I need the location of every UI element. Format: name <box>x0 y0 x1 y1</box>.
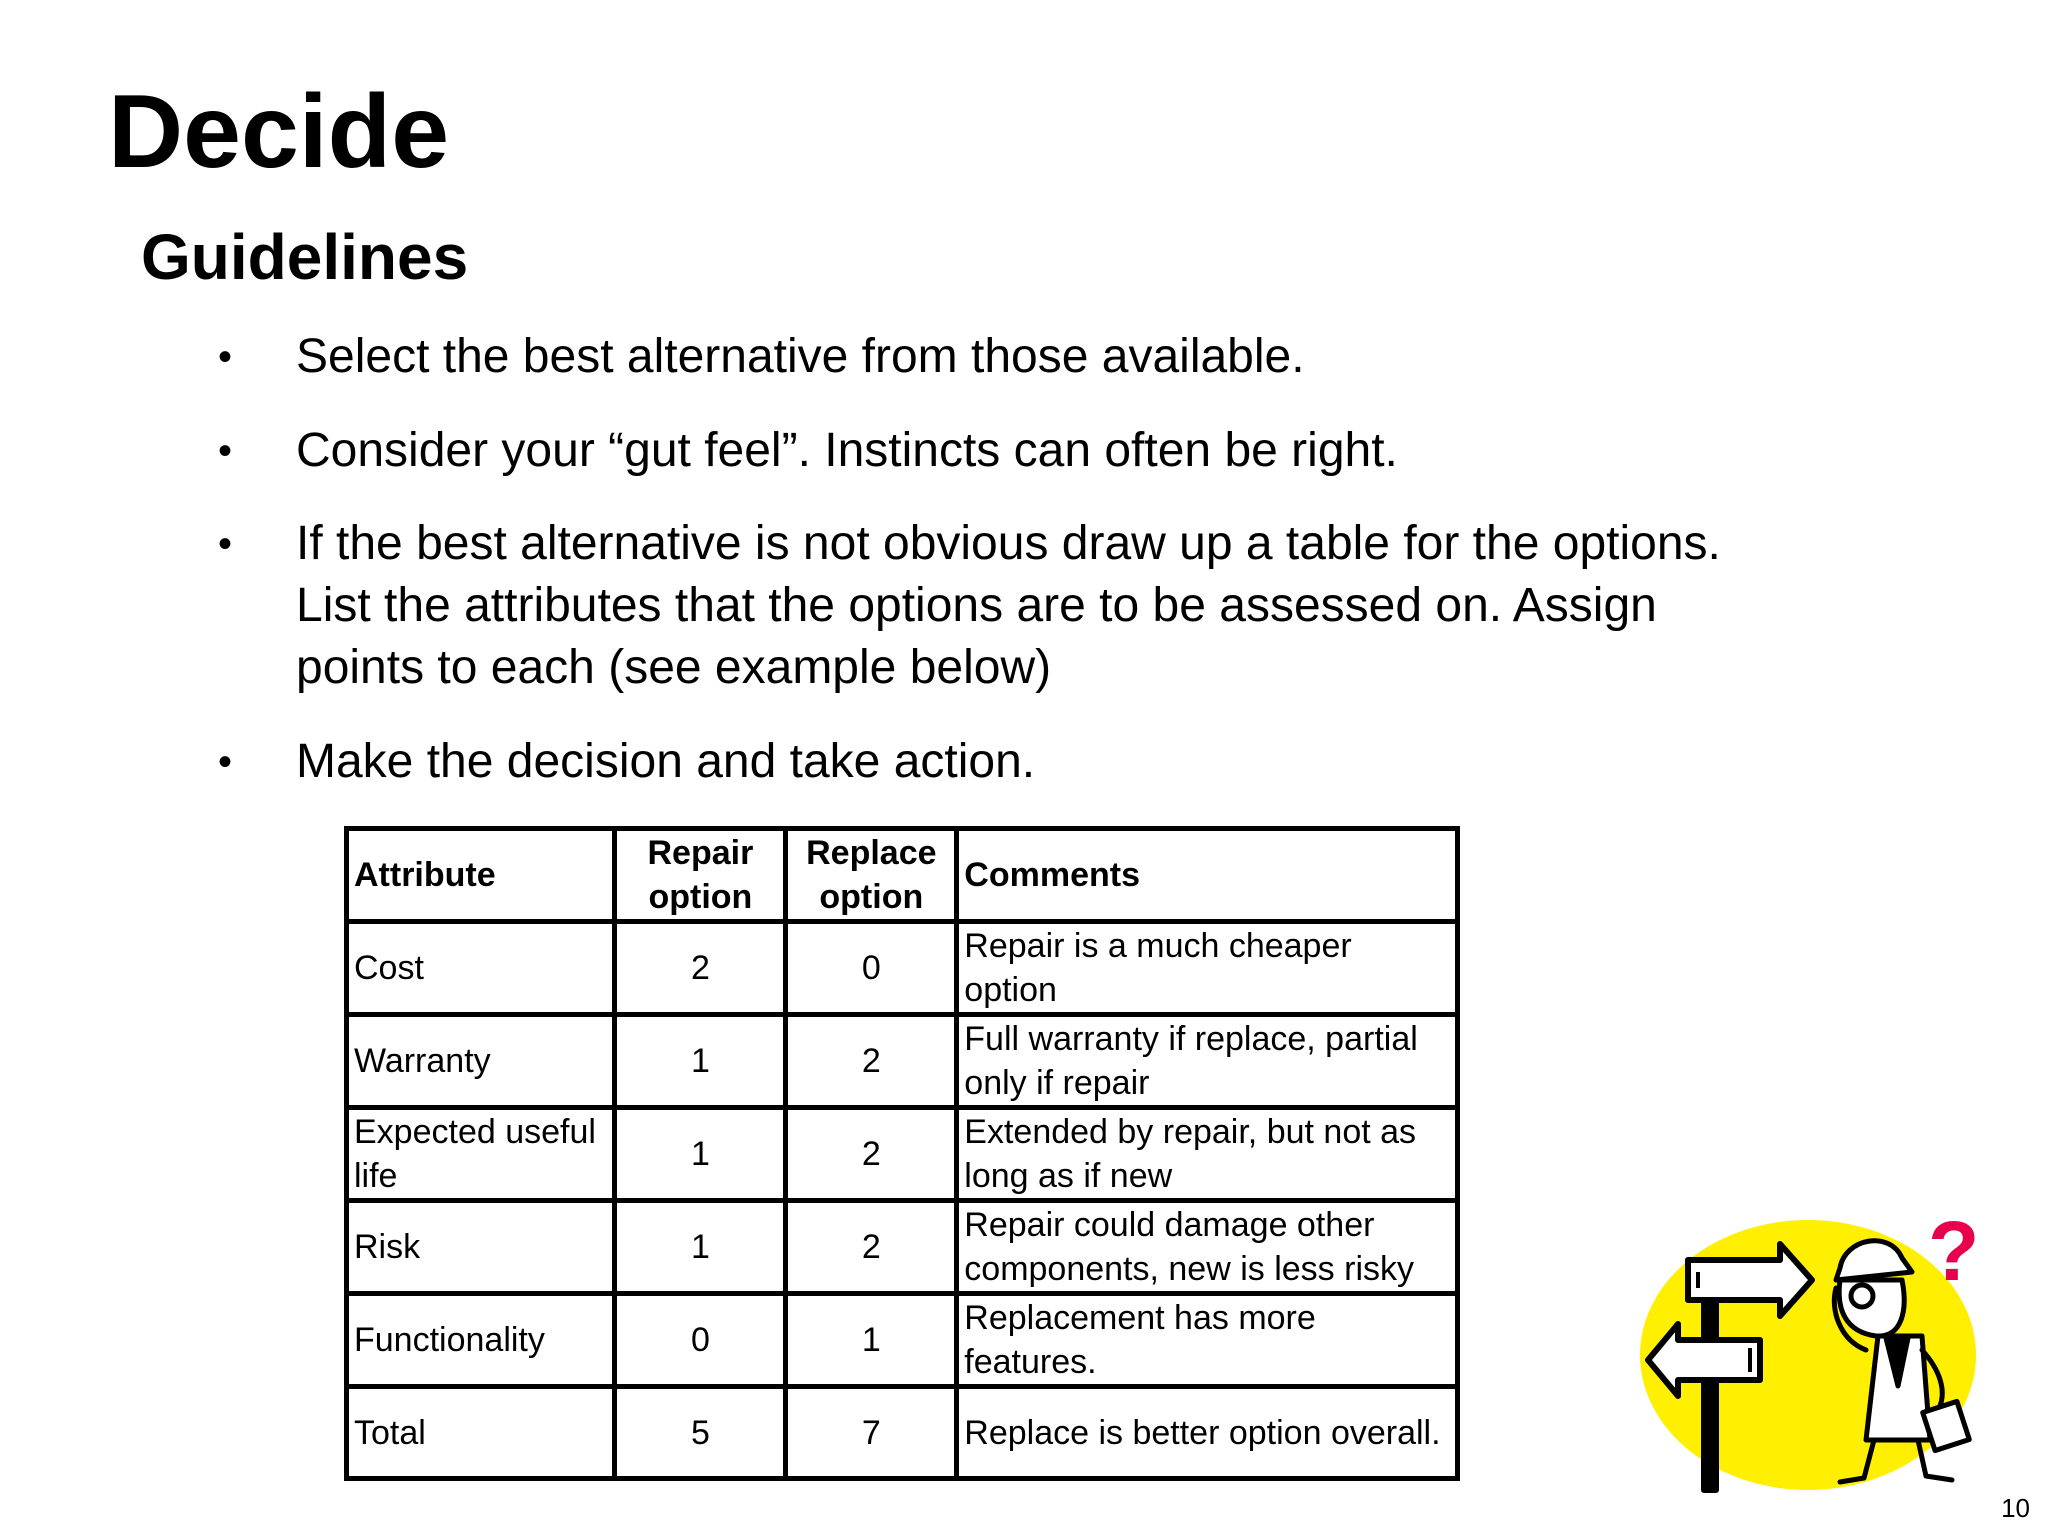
repair-score-cell: 1 <box>615 1108 786 1201</box>
comment-cell: Replacement has more features. <box>957 1294 1458 1387</box>
replace-score-cell: 2 <box>786 1201 957 1294</box>
bullet-text: Make the decision and take action. <box>296 735 1036 788</box>
attribute-cell: Warranty <box>347 1015 615 1108</box>
comment-cell: Extended by repair, but not as long as if new <box>957 1108 1458 1201</box>
comment-cell: Repair could damage other components, new is less risky <box>957 1201 1458 1294</box>
comment-cell: Repair is a much cheaper option <box>957 922 1458 1015</box>
header-attribute: Attribute <box>347 829 615 922</box>
comment-cell: Replace is better option overall. <box>957 1387 1458 1479</box>
slide-subtitle: Guidelines <box>141 221 469 293</box>
slide-title: Decide <box>108 74 450 190</box>
page-number: 10 <box>2001 1493 2030 1523</box>
table-row <box>347 1015 1458 1108</box>
header-repair-option: Repair option <box>615 829 786 922</box>
header-replace-option: Replace option <box>786 829 957 922</box>
bullet-text: Select the best alternative from those available. <box>296 330 1305 383</box>
bullet-icon: • <box>218 740 233 784</box>
replace-score-cell: 2 <box>786 1108 957 1201</box>
bullet-text: If the best alternative is not obvious draw up a table for the options. List the attributes that the options are to be assessed on. Assign points to each (see example below) <box>296 517 1721 694</box>
table-header-row <box>347 829 1458 922</box>
bullet-icon: • <box>218 335 233 379</box>
bullet-icon: • <box>218 429 233 473</box>
header-comments: Comments <box>957 829 1458 922</box>
repair-score-cell: 1 <box>615 1201 786 1294</box>
table-row <box>347 1108 1458 1201</box>
attribute-cell: Total <box>347 1387 615 1479</box>
confused-signpost-detective-icon <box>1640 1210 1985 1500</box>
comment-cell: Full warranty if replace, partial only if repair <box>957 1015 1458 1108</box>
replace-score-cell: 7 <box>786 1387 957 1479</box>
replace-score-cell: 1 <box>786 1294 957 1387</box>
repair-score-cell: 5 <box>615 1387 786 1479</box>
question-mark-icon: ? <box>1928 1210 1980 1298</box>
attribute-cell: Functionality <box>347 1294 615 1387</box>
repair-score-cell: 2 <box>615 922 786 1015</box>
table-row-total <box>347 1387 1458 1479</box>
attribute-cell: Risk <box>347 1201 615 1294</box>
bullet-icon: • <box>218 522 233 566</box>
attribute-cell: Expected useful life <box>347 1108 615 1201</box>
table-row <box>347 1201 1458 1294</box>
repair-score-cell: 1 <box>615 1015 786 1108</box>
table-row <box>347 1294 1458 1387</box>
repair-score-cell: 0 <box>615 1294 786 1387</box>
attribute-cell: Cost <box>347 922 615 1015</box>
replace-score-cell: 2 <box>786 1015 957 1108</box>
bullet-text: Consider your “gut feel”. Instincts can often be right. <box>296 424 1398 477</box>
replace-score-cell: 0 <box>786 922 957 1015</box>
decision-table <box>344 826 1460 1481</box>
table-row <box>347 922 1458 1015</box>
